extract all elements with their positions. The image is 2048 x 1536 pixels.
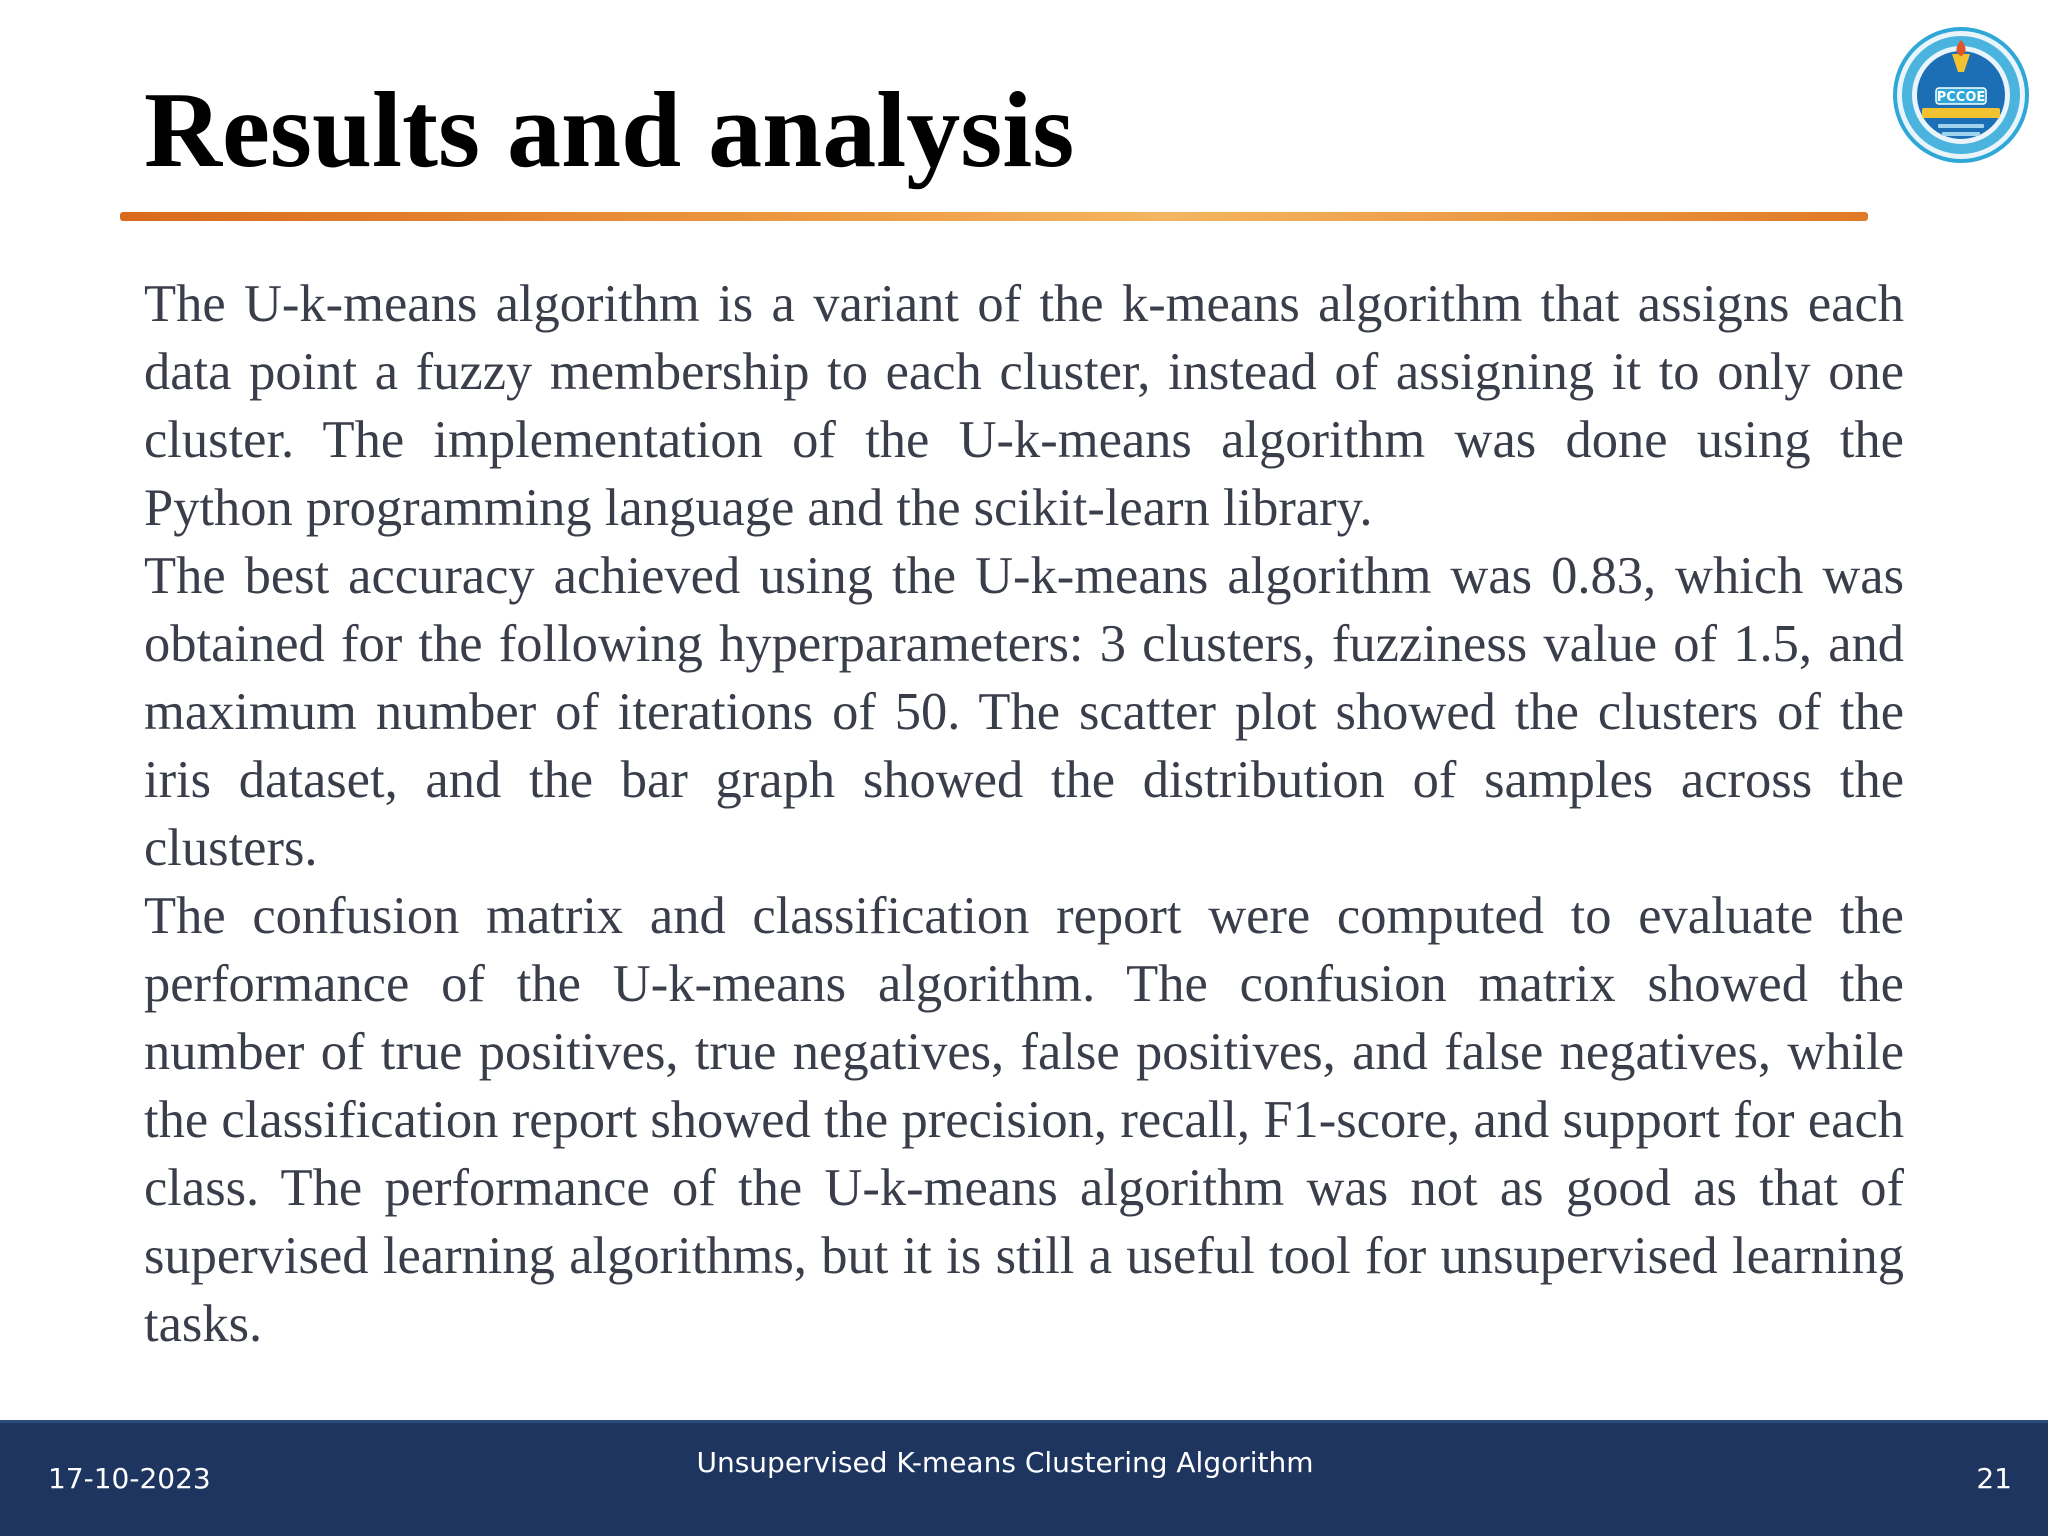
title-underline bbox=[120, 212, 1868, 221]
body-text bbox=[144, 270, 1904, 1358]
paragraph-accuracy-results: The best accuracy achieved using the U-k-means algorithm was 0.83, which was obtained for the following hyperparameters: 3 clusters, fuzziness value of 1.5, and maximum number of iterations of 50. The scatter plot showed the clusters of the iris dataset, and the bar graph showed the distribution of samples across the clusters. bbox=[144, 547, 1904, 877]
paragraph-algorithm-overview: The U-k-means algorithm is a variant of the k-means algorithm that assigns each data point a fuzzy membership to each cluster, instead of assigning it to only one cluster. The implementation of the U-k-means algorithm was done using the Python programming language and the scikit-learn library. bbox=[144, 275, 1904, 537]
footer-title: Unsupervised K-means Clustering Algorithm bbox=[696, 1446, 1314, 1479]
footer-date: 17-10-2023 bbox=[48, 1462, 211, 1495]
logo-wordmark: PCCOE bbox=[1936, 90, 1986, 105]
page-number: 21 bbox=[1976, 1462, 2012, 1495]
slide-title: Results and analysis bbox=[144, 71, 1075, 190]
paragraph-evaluation: The confusion matrix and classification report were computed to evaluate the performance of the U-k-means algorithm. The confusion matrix showed the number of true positives, true negatives, false positives, and false negatives, while the classification report showed the precision, recall, F1-score, and support for each class. The performance of the U-k-means algorithm was not as good as that of supervised learning algorithms, but it is still a useful tool for unsupervised learning tasks. bbox=[144, 887, 1904, 1353]
pccoe-logo bbox=[1892, 26, 2030, 164]
